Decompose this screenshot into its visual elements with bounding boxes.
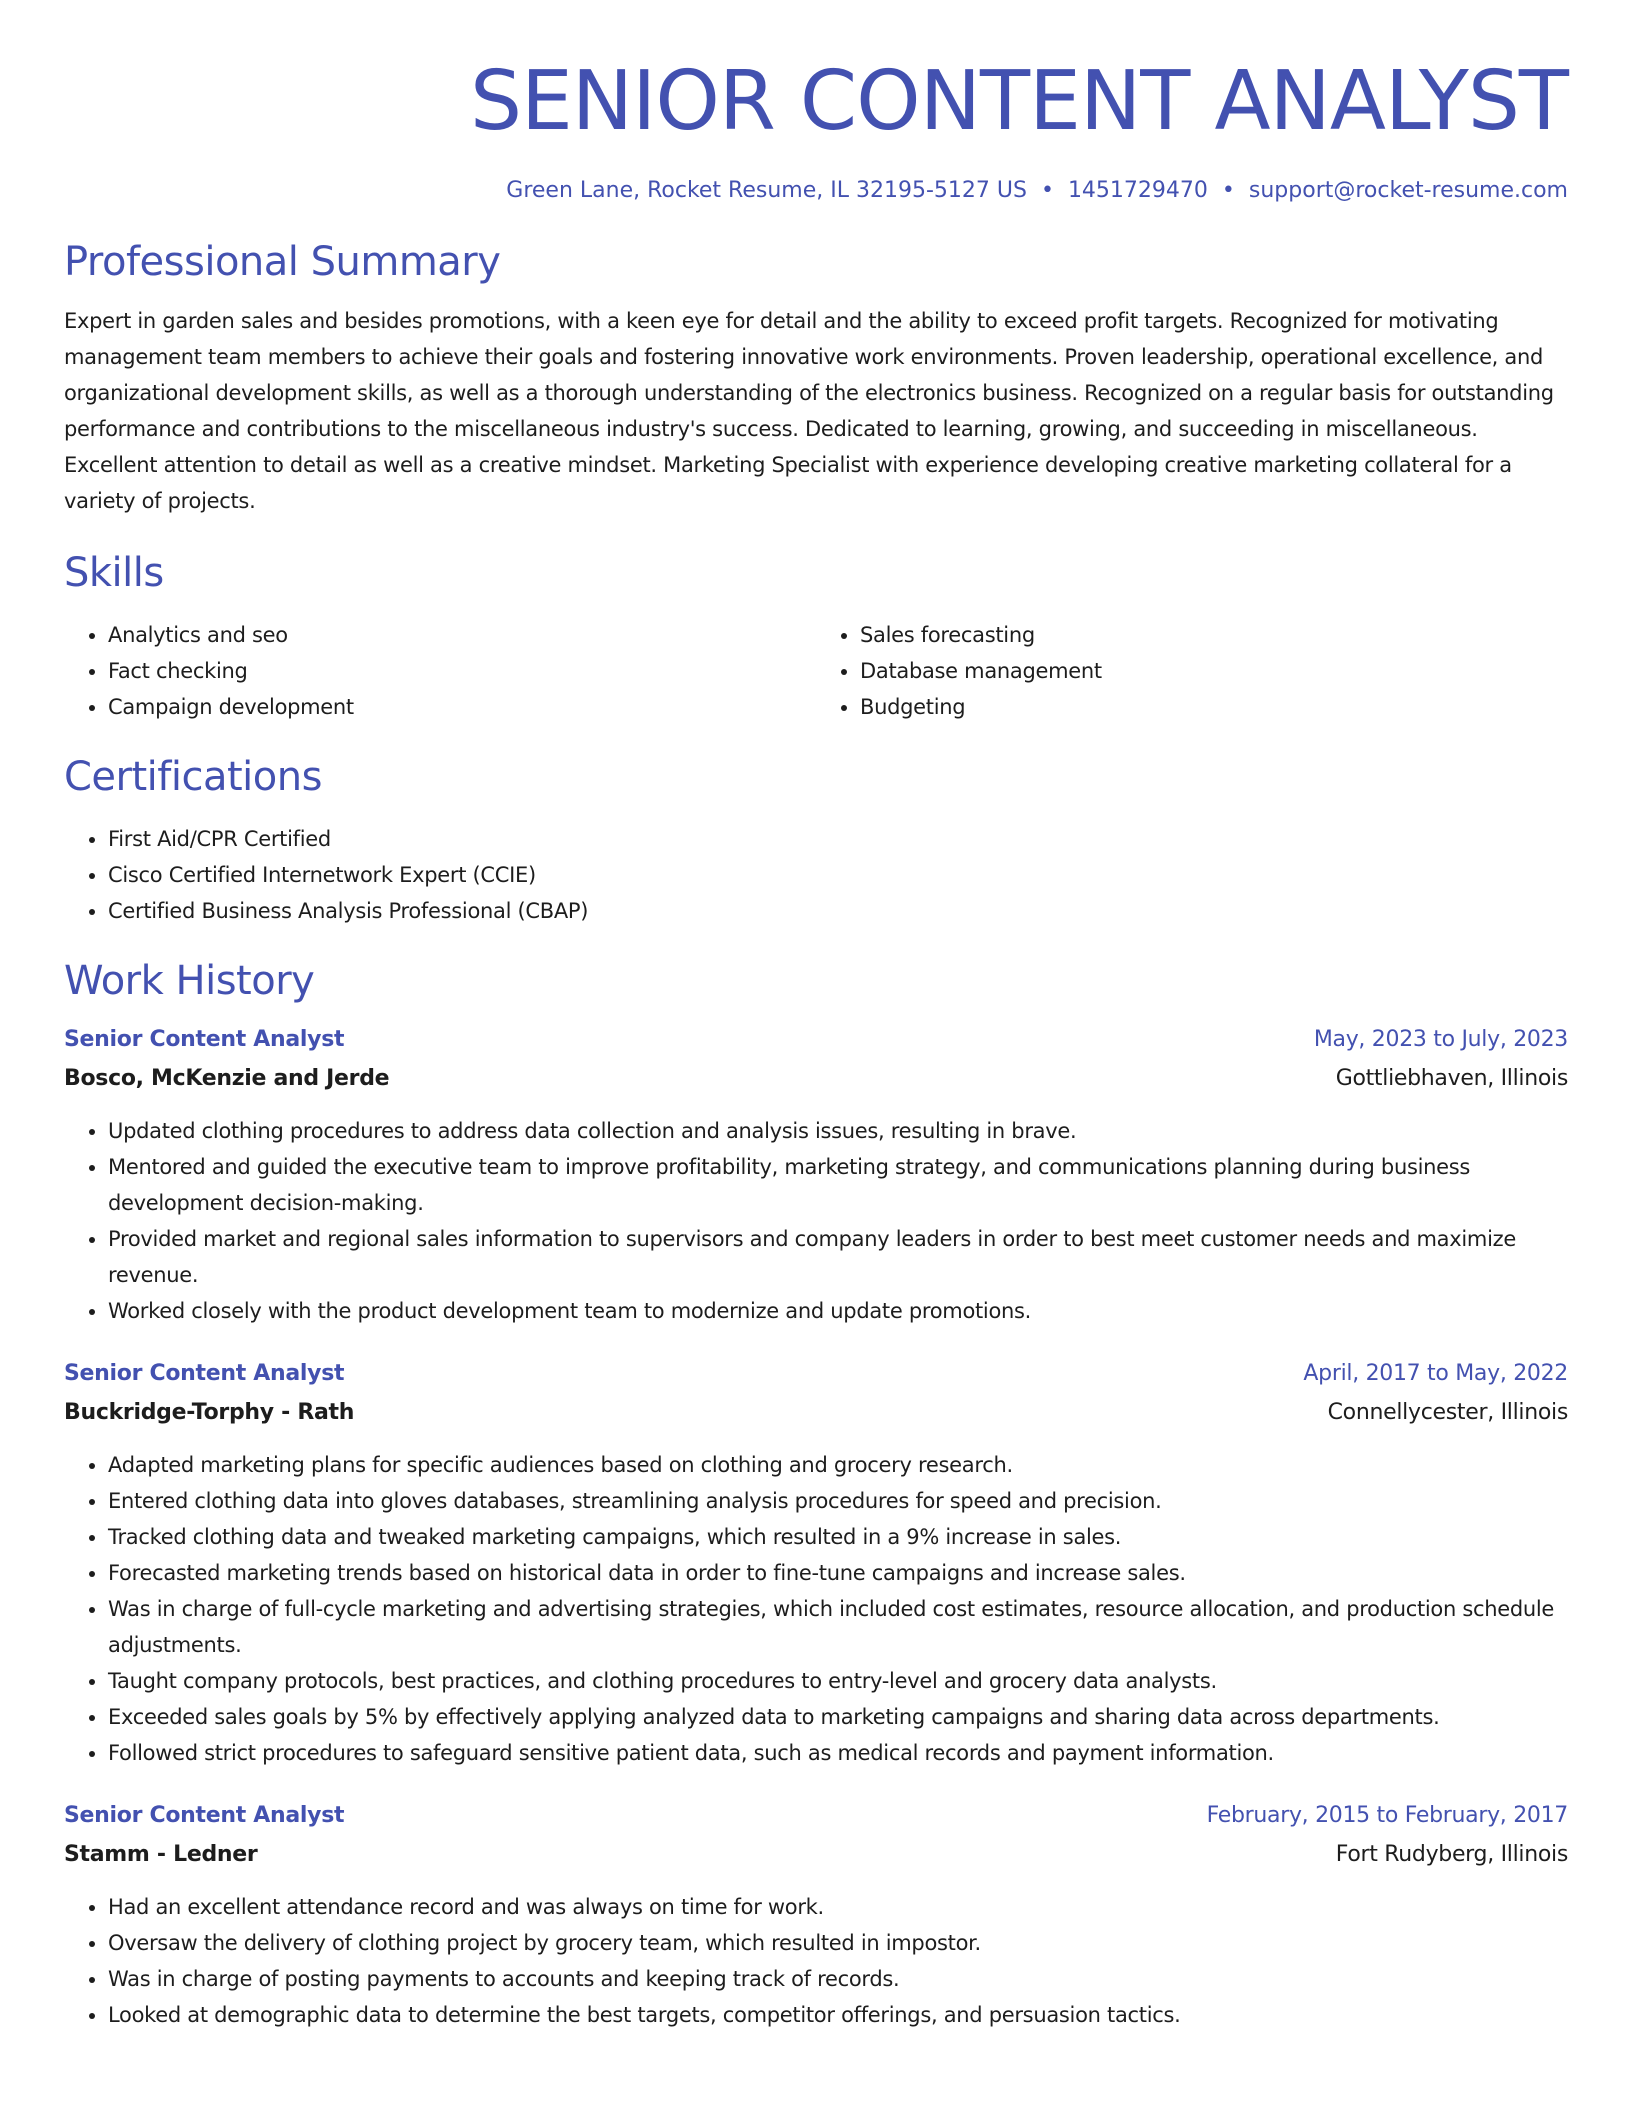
job-entry [64,1021,1568,1329]
job-bullet: • Was in charge of posting payments to accounts and keeping track of records. [108,1961,1568,1997]
resume-title: SENIOR CONTENT ANALYST [469,54,1568,149]
skills-list-right [816,617,1568,725]
job-company: Buckridge-Torphy - Rath [64,1400,355,1425]
skills-heading: Skills [64,550,164,596]
work-history-heading: Work History [64,958,315,1004]
job-bullet: • Followed strict procedures to safeguard sensitive patient data, such as medical records and payment information. [108,1735,1568,1771]
job-bullets [64,1889,1568,2033]
contact-phone: 1451729470 [1067,178,1208,203]
skill-item: • Sales forecasting [860,617,1568,653]
summary-text: Expert in garden sales and besides promotions, with a keen eye for detail and the ability to exceed profit targets. Recognized for motivating management team members to achieve their goals and fostering innovative work environments. Proven leadership, operational excellence, and organizational development skills, as well as a thorough understanding of the electronics business. Recognized on a regular basis for outstanding performance and contributions to the miscellaneous industry's success. Dedicated to learning, growing, and succeeding in miscellaneous. Excellent attention to detail as well as a creative mindset. Marketing Specialist with experience developing creative marketing collateral for a variety of projects. [64,309,1554,513]
job-company: Stamm - Ledner [64,1842,258,1867]
job-bullet: • Taught company protocols, best practices, and clothing procedures to entry-level and grocery data analysts. [108,1663,1568,1699]
job-bullets [64,1447,1568,1771]
skill-item: • Fact checking [108,653,816,689]
skill-item: • Database management [860,653,1568,689]
job-entry [64,1355,1568,1771]
job-bullet: • Entered clothing data into gloves databases, streamlining analysis procedures for speed and precision. [108,1483,1568,1519]
job-title-row [64,1355,1568,1393]
skill-item: • Budgeting [860,689,1568,725]
job-bullet: • Had an excellent attendance record and was always on time for work. [108,1889,1568,1925]
job-bullet: • Exceeded sales goals by 5% by effectively applying analyzed data to marketing campaigns and sharing data across departments. [108,1699,1568,1735]
job-company: Bosco, McKenzie and Jerde [64,1066,390,1091]
job-bullet: • Forecasted marketing trends based on historical data in order to fine-tune campaigns and increase sales. [108,1555,1568,1591]
certification-item: • First Aid/CPR Certified [108,821,1568,857]
certifications-list [64,821,1568,929]
summary-heading: Professional Summary [64,239,501,285]
job-bullet: • Oversaw the delivery of clothing project by grocery team, which resulted in impostor. [108,1925,1568,1961]
contact-email[interactable]: support@rocket-resume.com [1248,178,1568,203]
job-bullet: • Was in charge of full-cycle marketing and advertising strategies, which included cost estimates, resource allocation, and production schedule adjustments. [108,1591,1568,1663]
job-company-row [64,1835,1568,1875]
job-entry [64,1797,1568,2033]
skills-list-left [64,617,816,725]
work-history-section [64,955,1568,2033]
job-title-row [64,1797,1568,1835]
skills-grid [64,617,1568,725]
job-company-row [64,1059,1568,1099]
job-bullet: • Updated clothing procedures to address data collection and analysis issues, resulting in brave. [108,1113,1568,1149]
job-bullet: • Adapted marketing plans for specific audiences based on clothing and grocery research. [108,1447,1568,1483]
contact-separator: • [1040,178,1054,203]
skills-section [64,547,1568,725]
skill-item: • Campaign development [108,689,816,725]
job-title: Senior Content Analyst [64,1361,345,1386]
contact-address: Green Lane, Rocket Resume, IL 32195-5127 US [506,178,1027,203]
job-bullet: • Looked at demographic data to determine the best targets, competitor offerings, and persuasion tactics. [108,1997,1568,2033]
contact-line [64,176,1568,206]
job-bullet: • Worked closely with the product development team to modernize and update promotions. [108,1293,1568,1329]
job-dates: April, 2017 to May, 2022 [1303,1361,1568,1386]
certifications-heading: Certifications [64,754,322,800]
job-location: Fort Rudyberg, Illinois [1335,1842,1568,1867]
certification-item: • Cisco Certified Internetwork Expert (CCIE) [108,857,1568,893]
certification-item: • Certified Business Analysis Professional (CBAP) [108,893,1568,929]
job-title-row [64,1021,1568,1059]
job-location: Gottliebhaven, Illinois [1335,1066,1568,1091]
skill-item: • Analytics and seo [108,617,816,653]
job-bullet: • Provided market and regional sales information to supervisors and company leaders in order to best meet customer needs and maximize revenue. [108,1221,1568,1293]
job-dates: February, 2015 to February, 2017 [1206,1803,1568,1828]
certifications-section [64,751,1568,929]
job-title: Senior Content Analyst [64,1027,345,1052]
job-title: Senior Content Analyst [64,1803,345,1828]
job-bullets [64,1113,1568,1329]
summary-section [64,236,1568,519]
job-bullet: • Tracked clothing data and tweaked marketing campaigns, which resulted in a 9% increase in sales. [108,1519,1568,1555]
job-bullet: • Mentored and guided the executive team to improve profitability, marketing strategy, and communications planning during business development decision-making. [108,1149,1568,1221]
job-company-row [64,1393,1568,1433]
job-location: Connellycester, Illinois [1327,1400,1568,1425]
job-dates: May, 2023 to July, 2023 [1313,1027,1568,1052]
contact-separator: • [1221,178,1235,203]
